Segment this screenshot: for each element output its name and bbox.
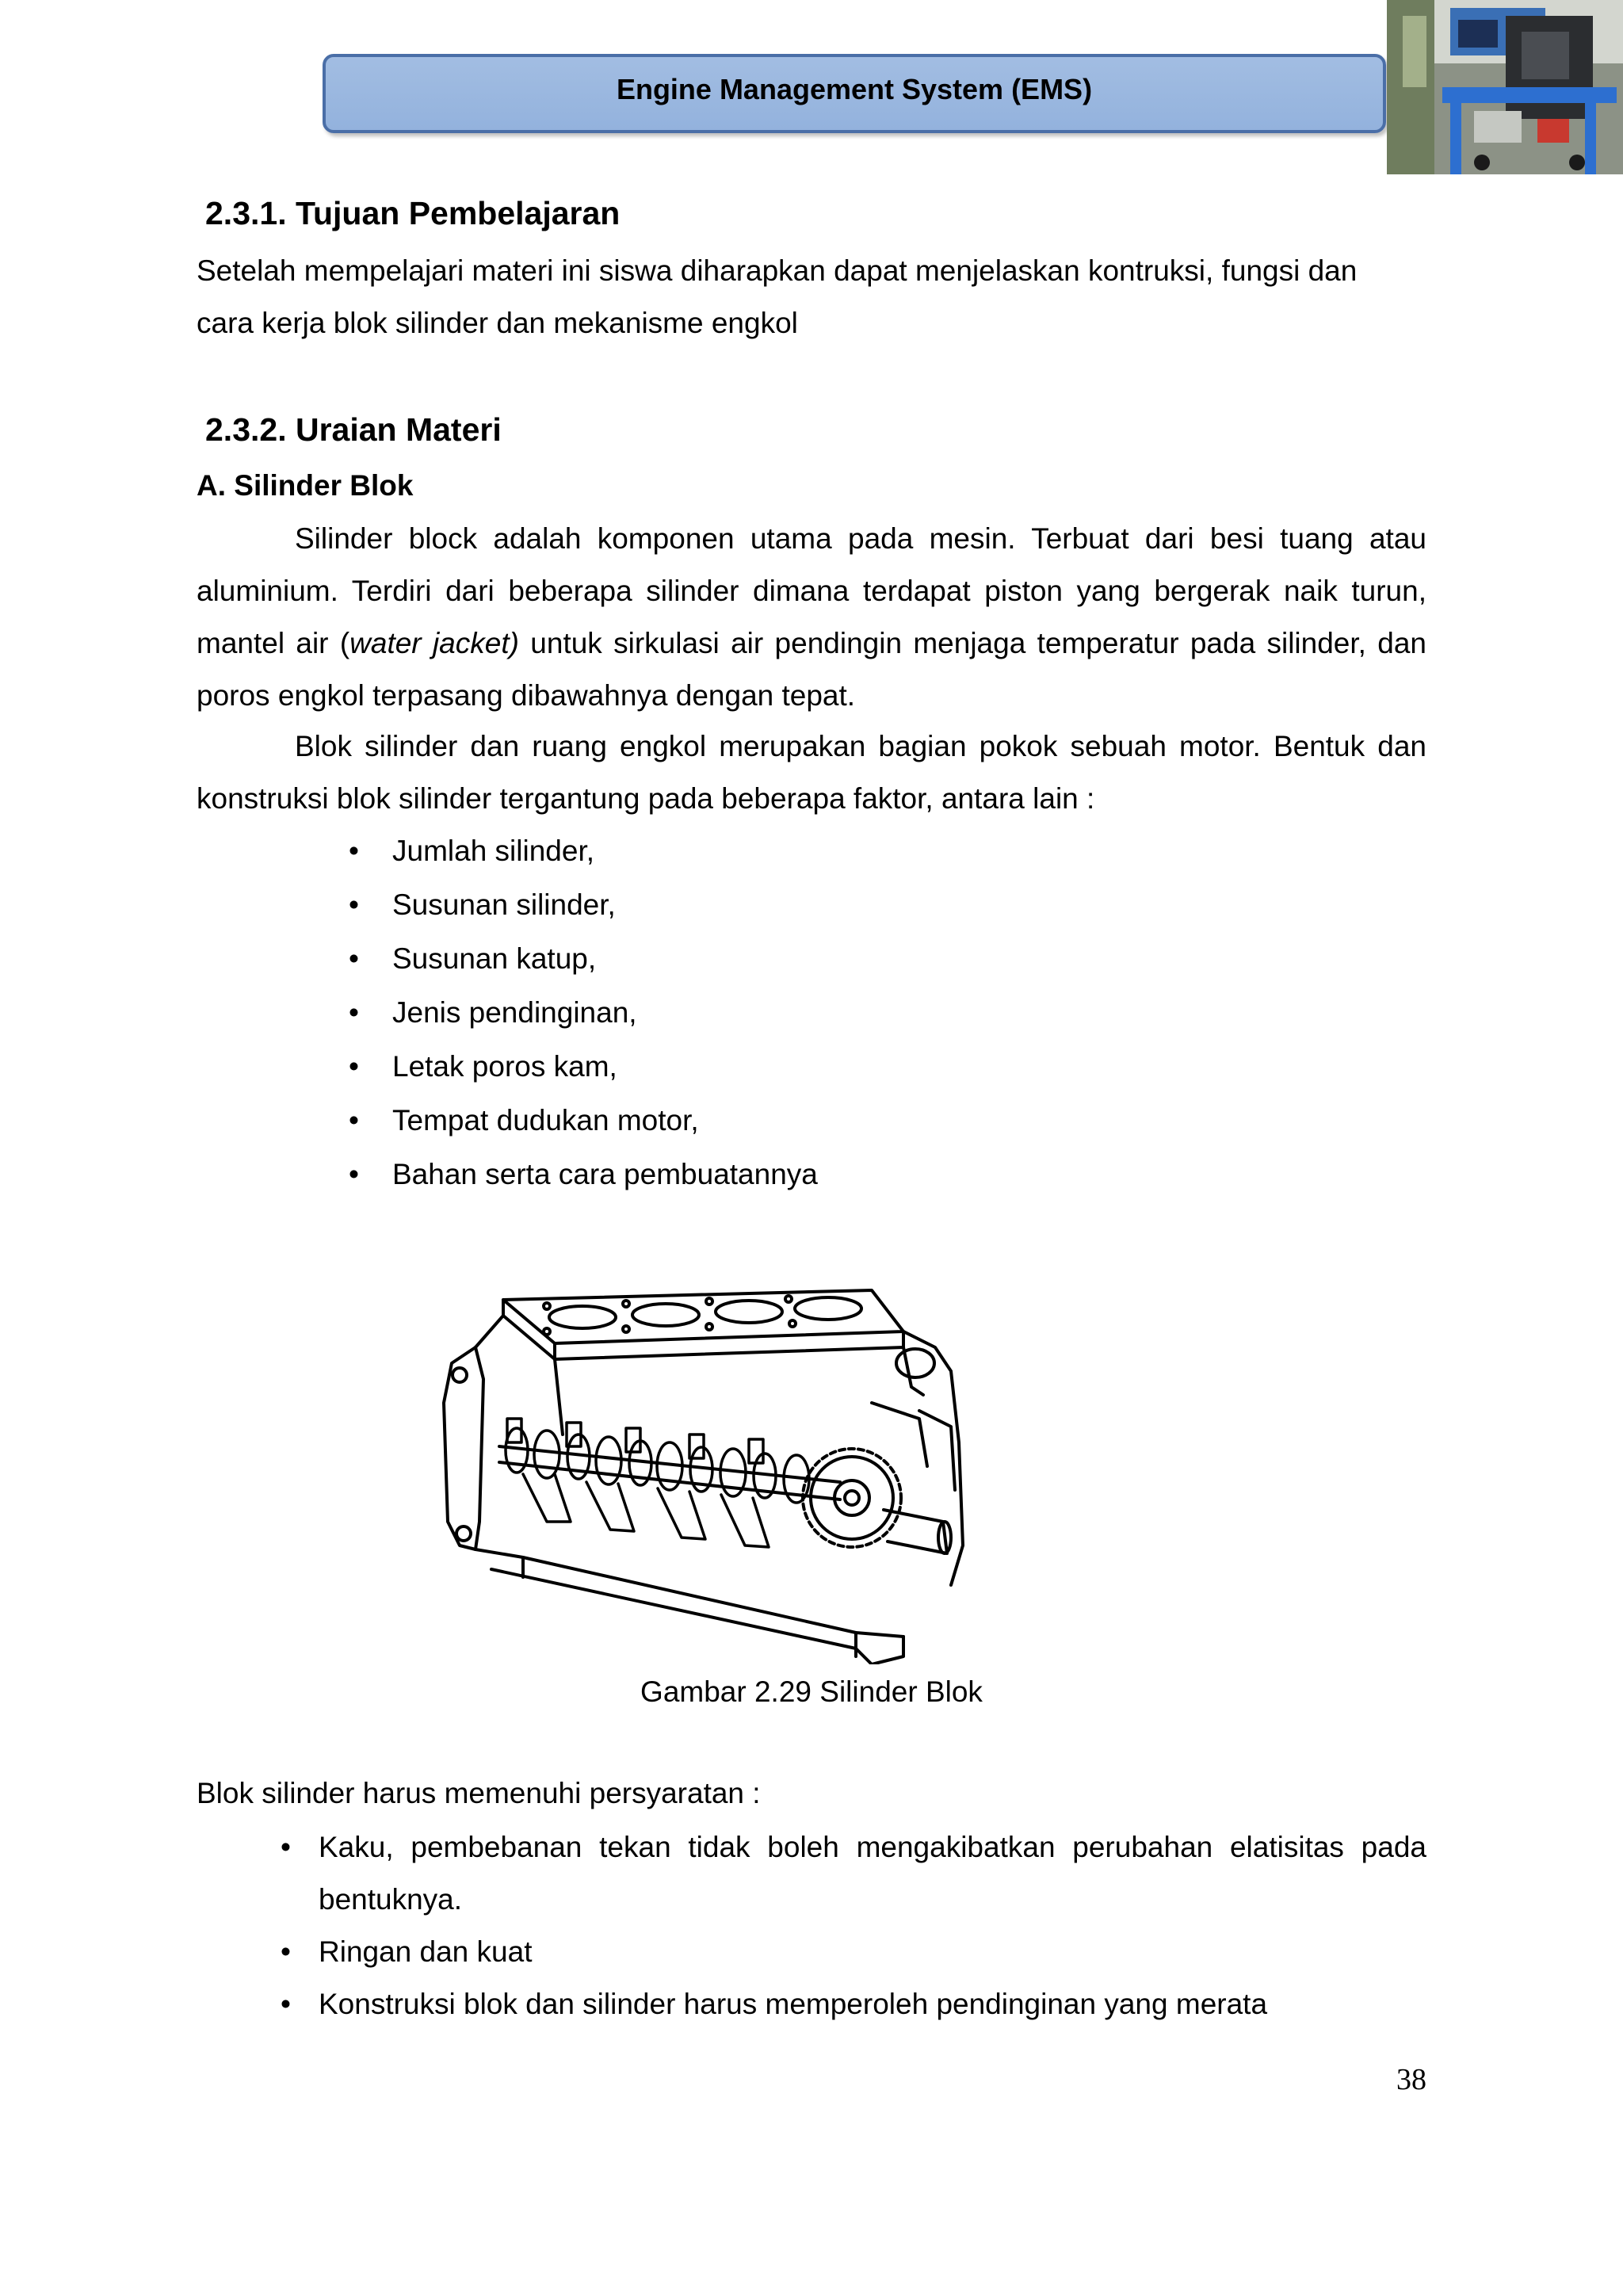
paragraph-tujuan: [197, 245, 1465, 350]
list-item-text: Jumlah silinder,: [392, 835, 595, 867]
list-item: [281, 1978, 1426, 2030]
list-item: [349, 888, 818, 944]
paragraph-line: Silinder block adalah komponen utama pada mesin. Terbuat dari besi tuang atau: [295, 522, 1426, 555]
list-item: [281, 1821, 1426, 1926]
paragraph-silinder-block: [197, 513, 1426, 722]
requirements-intro: Blok silinder harus memenuhi persyaratan :: [197, 1777, 761, 1809]
list-item: [349, 1158, 818, 1213]
list-item-text: Kaku, pembebanan tekan tidak boleh mengakibatkan perubahan elatisitas pada: [319, 1831, 1426, 1863]
paragraph-line: Setelah mempelajari materi ini siswa diharapkan dapat menjelaskan kontruksi, fungsi dan: [197, 254, 1358, 287]
paragraph-line: aluminium. Terdiri dari beberapa silinder dimana terdapat piston yang bergerak naik turun,: [197, 575, 1426, 607]
bullet-icon: •: [349, 942, 359, 975]
bullet-icon: •: [349, 888, 359, 921]
water-jacket-term: water jacket): [349, 627, 519, 659]
list-item: [281, 1926, 1426, 1978]
paragraph-line: [197, 617, 1426, 670]
engine-trainer-photo: [1387, 0, 1623, 174]
list-item-text: Konstruksi blok dan silinder harus memperoleh pendinginan yang merata: [319, 1988, 1268, 2020]
factors-list: [349, 835, 818, 1213]
list-item: [349, 1104, 818, 1159]
bullet-icon: •: [349, 1050, 359, 1083]
document-title: Engine Management System (EMS): [616, 73, 1093, 105]
list-item: [349, 942, 818, 998]
section-heading-uraian: 2.3.2. Uraian Materi: [205, 411, 502, 448]
list-item-text: Letak poros kam,: [392, 1050, 617, 1083]
text-span: untuk sirkulasi air pendingin menjaga temperatur pada silinder, dan: [518, 627, 1427, 659]
requirements-list: [281, 1821, 1426, 2030]
paragraph-line: Blok silinder dan ruang engkol merupakan bagian pokok sebuah motor. Bentuk dan: [295, 730, 1426, 762]
list-item-text: Bahan serta cara pembuatannya: [392, 1158, 818, 1190]
bullet-icon: •: [349, 835, 359, 867]
paragraph-line: poros engkol terpasang dibawahnya dengan tepat.: [197, 679, 856, 712]
paragraph-line: konstruksi blok silinder tergantung pada beberapa faktor, antara lain :: [197, 782, 1095, 815]
subheading-silinder-blok: A. Silinder Blok: [197, 469, 414, 502]
list-item: [349, 1050, 818, 1106]
list-item-text: Ringan dan kuat: [319, 1935, 533, 1968]
list-item-text: Susunan katup,: [392, 942, 597, 975]
bullet-icon: •: [281, 1988, 291, 2020]
bullet-icon: •: [281, 1831, 291, 1863]
bullet-icon: •: [281, 1935, 291, 1968]
bullet-icon: •: [349, 1158, 359, 1190]
bullet-icon: •: [349, 996, 359, 1029]
list-item-text: Tempat dudukan motor,: [392, 1104, 699, 1137]
list-item-text: Jenis pendinginan,: [392, 996, 637, 1029]
figure-caption: Gambar 2.29 Silinder Blok: [640, 1675, 983, 1708]
section-heading-tujuan: 2.3.1. Tujuan Pembelajaran: [205, 195, 621, 231]
list-item-text: Susunan silinder,: [392, 888, 616, 921]
list-item: [349, 996, 818, 1052]
list-item: [349, 835, 818, 890]
paragraph-line: cara kerja blok silinder dan mekanisme engkol: [197, 307, 798, 339]
cylinder-block-figure: [428, 1284, 999, 1664]
list-item-text: bentuknya.: [319, 1883, 463, 1916]
paragraph-blok-ruang-engkol: [197, 720, 1426, 825]
header-bar: [323, 54, 1386, 133]
text-span: mantel air (: [197, 627, 350, 659]
bullet-icon: •: [349, 1104, 359, 1137]
page-number: 38: [1396, 2063, 1426, 2096]
